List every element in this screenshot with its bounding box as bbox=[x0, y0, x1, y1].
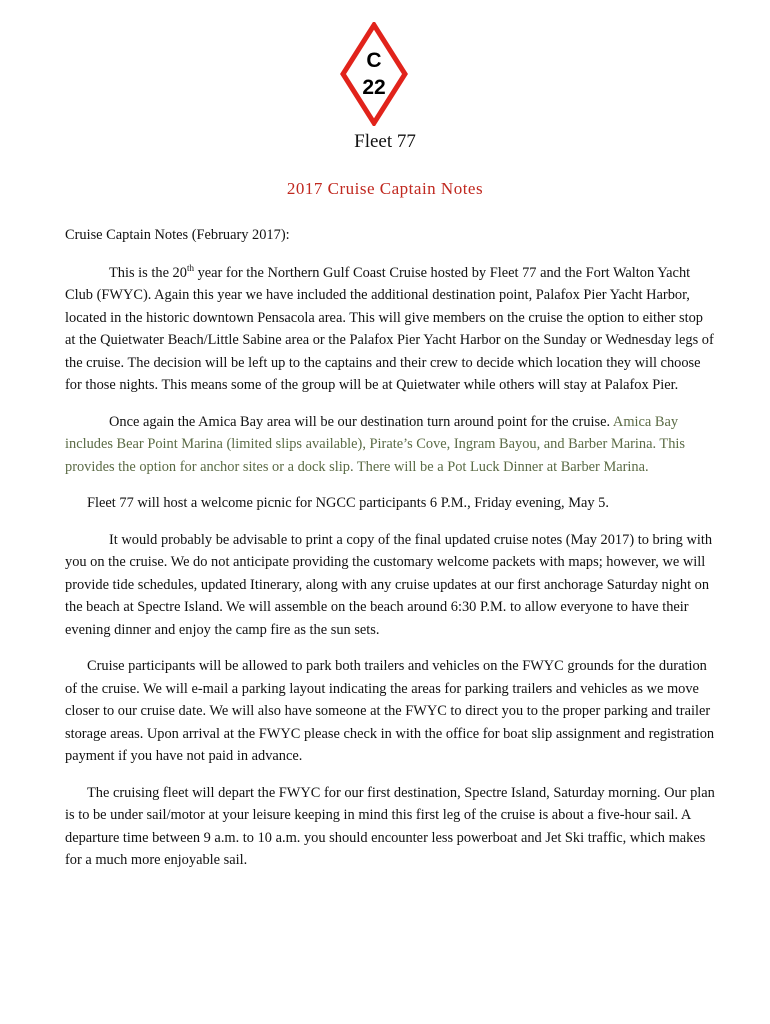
paragraph-anniversary bbox=[65, 262, 715, 397]
logo-letter: C bbox=[366, 49, 382, 72]
logo-number: 22 bbox=[362, 76, 386, 99]
paragraph-anniversary-rest: year for the Northern Gulf Coast Cruise hosted by Fleet 77 and the Fort Walton Yacht Club (FWYC). Again this year we have included the additional destination point, Palafox Pier Yacht Harbor, located in the historic downtown Pensacola area. This will give members on the cruise the option to either stop at the Quietwater Beach/Little Sabine area or the Palafox Pier Yacht Harbor on the Sunday or Wednesday legs of the cruise. The decision will be left up to the captains and their crew to decide which location they will choose for those nights. This means some of the group will be at Quietwater while others will stay at Palafox Pier. bbox=[65, 264, 714, 393]
paragraph-amica-bay-start: Once again the Amica Bay area will be our destination turn around point for the cruise. bbox=[109, 413, 611, 430]
document-body bbox=[65, 224, 715, 872]
paragraph-amica-bay-details: Amica Bay includes Bear Point Marina (limited slips available), Pirate’s Cove, Ingram Bayou, and Barber Marina. This provides the option for anchor sites or a dock slip. There will be a Pot Luck Dinner at Barber Marina. bbox=[65, 413, 685, 475]
document-title: 2017 Cruise Captain Notes bbox=[286, 179, 484, 198]
paragraph-amica-bay bbox=[65, 411, 715, 479]
paragraph-parking: Cruise participants will be allowed to park both trailers and vehicles on the FWYC grounds for the duration of the cruise. We will e-mail a parking layout indicating the areas for parking trailers and vehicles as we move closer to our cruise date. We will also have someone at the FWYC to direct you to the proper parking and trailer storage areas. Upon arrival at the FWYC please check in with the office for boat slip assignment and registration payment if you have not paid in advance. bbox=[65, 658, 715, 764]
fleet-title: Fleet 77 bbox=[354, 131, 416, 152]
intro-line: Cruise Captain Notes (February 2017): bbox=[65, 227, 290, 243]
ordinal-suffix: th bbox=[186, 262, 194, 273]
paragraph-cruise-notes: It would probably be advisable to print a copy of the final updated cruise notes (May 2017) to bring with you on the cruise. We do not anticipate providing the customary welcome packets with maps; however, we will provide tide schedules, updated Itinerary, along with any cruise updates at our first anchorage Saturday night on the beach at Spectre Island. We will assemble on the beach around 6:30 P.M. to allow everyone to have their evening dinner and enjoy the camp fire as the sun sets. bbox=[65, 531, 713, 638]
paragraph-anniversary-start: This is the 20 bbox=[109, 264, 187, 281]
logo-diamond-outline bbox=[343, 25, 405, 123]
paragraph-welcome-picnic: Fleet 77 will host a welcome picnic for NGCC participants 6 P.M., Friday evening, May 5. bbox=[87, 495, 609, 511]
paragraph-departure: The cruising fleet will depart the FWYC for our first destination, Spectre Island, Saturday morning. Our plan is to be under sail/motor at your leisure keeping in mind this first leg of the cruise is about a five-hour sail. A departure time between 9 a.m. to 10 a.m. you should encounter less powerboat and Jet Ski traffic, which makes for a much more enjoyable sail. bbox=[65, 784, 715, 868]
c22-class-logo bbox=[340, 22, 408, 126]
